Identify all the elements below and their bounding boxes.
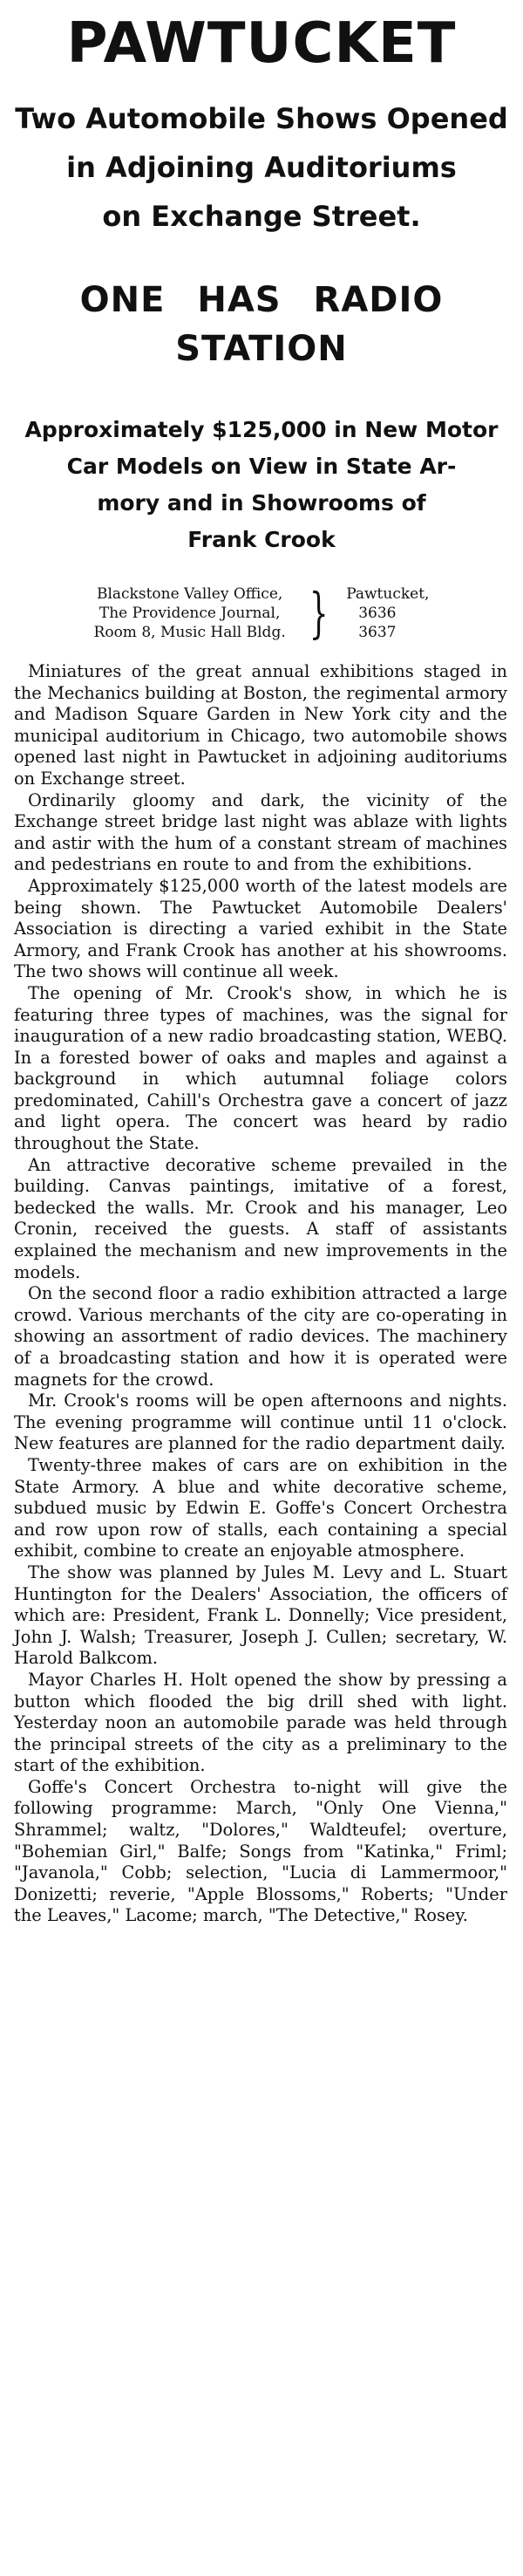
deck-headline: [0, 412, 523, 558]
brace-divider: }: [309, 581, 329, 645]
article-paragraph: An attractive decorative scheme prevailed in the building. Canvas paintings, imitative of a forest, bedecked the walls. Mr. Crook and his manager, Leo Cronin, received the guests. A staff of assistants explained the mechanism and new improvements in the models.: [14, 1154, 507, 1282]
article-paragraph: Approximately $125,000 worth of the latest models are being shown. The Pawtucket Automobile Dealers' Association is directing a varied exhibit in the State Armory, and Frank Crook has another at his showrooms. The two shows will continue all week.: [14, 875, 507, 982]
article-paragraph: Mayor Charles H. Holt opened the show by pressing a button which flooded the big drill shed with light. Yesterday noon an automobile parade was held through the principal streets of the city as a preliminary to the start of the exhibition.: [14, 1669, 507, 1776]
headline-line: on Exchange Street.: [102, 200, 421, 233]
article-paragraph: Goffe's Concert Orchestra to-night will give the following programme: March, "Only One Vienna," Shrammel; waltz, "Dolores," Waldteufel; overture, "Bohemian Girl," Balfe; Songs from "Katinka," Friml; "Javanola," Cobb; selection, "Lucia di Lammermoor," Donizetti; reverie, "Apple Blossoms," Roberts; "Under the Leaves," Lacome; march, "The Detective," Rosey.: [14, 1776, 507, 1926]
headline-line: Two Automobile Shows Opened: [15, 102, 508, 135]
article-body: [0, 661, 523, 1927]
room-address: Room 8, Music Hall Bldg.: [93, 624, 286, 641]
article-paragraph: Miniatures of the great annual exhibitions staged in the Mechanics building at Boston, the regimental armory and Madison Square Garden in New York city and the municipal auditorium in Chicago, two automobile shows opened last night in Pawtucket in adjoining auditoriums on Exchange street.: [14, 661, 507, 789]
deck-line: Car Models on View in State Ar-: [66, 454, 457, 479]
banner-headline: ONE HAS RADIO STATION: [79, 280, 444, 369]
main-headline: [0, 94, 523, 241]
office-address: [94, 584, 298, 642]
article-paragraph: The opening of Mr. Crook's show, in which he is featuring three types of machines, was the signal for inauguration of a new radio broadcasting station, WEBQ. In a forested bower of oaks and maples and against a background in which autumnal foliage colors predominated, Cahill's Orchestra gave a concert of jazz and light opera. The concert was heard by radio throughout the State.: [14, 982, 507, 1154]
article-paragraph: Ordinarily gloomy and dark, the vicinity of the Exchange street bridge last night was ablaze with lights and astir with the hum of a constant stream of machines and pedestrians en route to and from the exhibitions.: [14, 789, 507, 875]
deck-line: mory and in Showrooms of: [97, 490, 426, 516]
article-paragraph: On the second floor a radio exhibition attracted a large crowd. Various merchants of the city are co-operating in showing an assortment of radio devices. The machinery of a broadcasting station and how it is operated were magnets for the crowd.: [14, 1283, 507, 1390]
office-dateline: [0, 581, 523, 645]
phone-number: 3637: [358, 624, 397, 641]
phone-number: 3636: [358, 605, 397, 622]
city-name: Pawtucket,: [346, 585, 430, 603]
article-paragraph: Mr. Crook's rooms will be open afternoons and nights. The evening programme will continue until 11 o'clock. New features are planned for the radio department daily.: [14, 1390, 507, 1454]
phone-block: [339, 584, 429, 642]
article-paragraph: The show was planned by Jules M. Levy and L. Stuart Huntington for the Dealers' Association, the officers of which are: President, Frank L. Donnelly; Vice president, John J. Walsh; Treasurer, Joseph J. Cullen; secretary, W. Harold Balkcom.: [14, 1561, 507, 1669]
office-name: Blackstone Valley Office,: [96, 585, 283, 603]
masthead-title: PAWTUCKET: [66, 11, 457, 76]
deck-line: Approximately $125,000 in New Motor: [24, 417, 499, 442]
deck-line: Frank Crook: [187, 527, 336, 552]
article-paragraph: Twenty-three makes of cars are on exhibition in the State Armory. A blue and white decorative scheme, subdued music by Edwin E. Goffe's Concert Orchestra and row upon row of stalls, each containing a special exhibit, combine to create an enjoyable atmosphere.: [14, 1454, 507, 1561]
headline-line: in Adjoining Auditoriums: [66, 151, 457, 184]
paper-name: The Providence Journal,: [98, 605, 281, 622]
